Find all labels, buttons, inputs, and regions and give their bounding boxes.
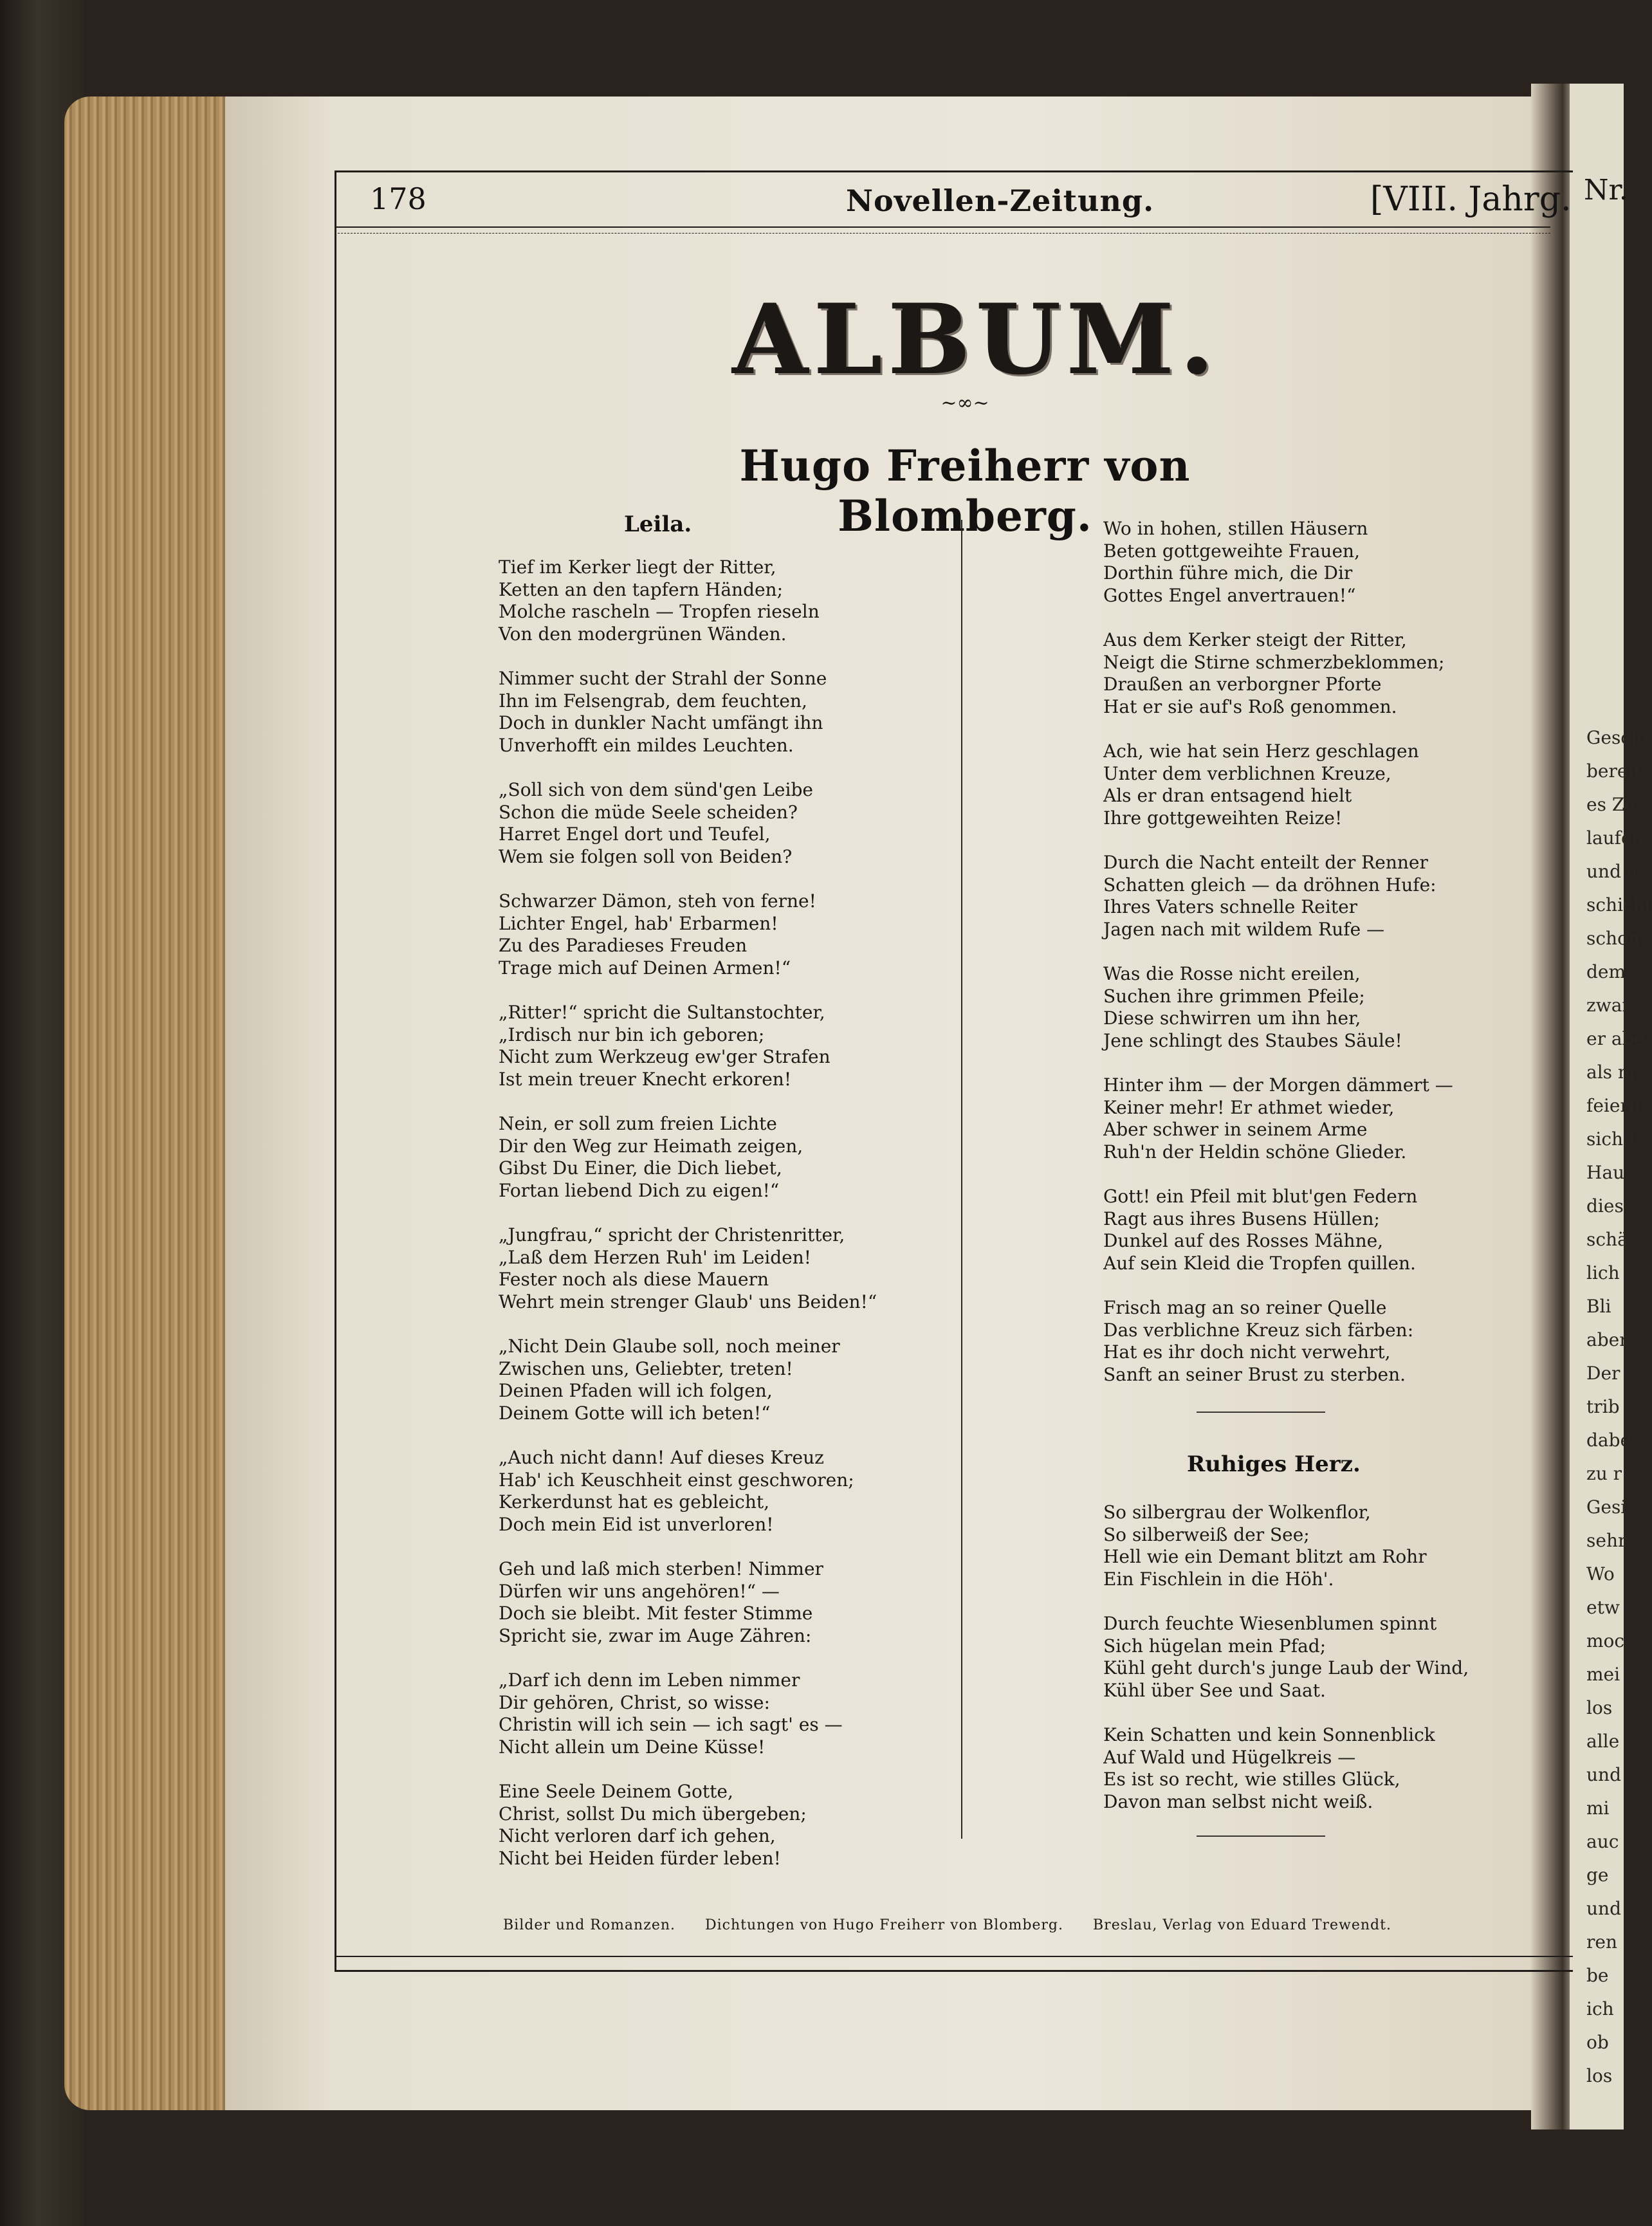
stanza: [499, 1224, 962, 1313]
verse-line: Auf sein Kleid die Tropfen quillen.: [1103, 1252, 1416, 1274]
verse-line: Hell wie ein Demant blitzt am Rohr: [1103, 1546, 1427, 1567]
verse-line: Deinem Gotte will ich beten!“: [499, 1402, 771, 1424]
verse-line: Schwarzer Dämon, steh von ferne!: [499, 890, 816, 912]
verse-line: Lichter Engel, hab' Erbarmen!: [499, 912, 778, 934]
next-page-fragment: Hau: [1586, 1162, 1625, 1183]
verse-line: Sich hügelan mein Pfad;: [1103, 1635, 1326, 1657]
verse-line: Durch feuchte Wiesenblumen spinnt: [1103, 1613, 1437, 1634]
next-page-fragment: Bli: [1586, 1296, 1611, 1317]
verse-line: „Soll sich von dem sünd'gen Leibe: [499, 779, 813, 800]
verse-line: Gott! ein Pfeil mit blut'gen Federn: [1103, 1186, 1418, 1207]
stanza: [499, 556, 962, 645]
verse-line: Doch mein Eid ist unverloren!: [499, 1513, 774, 1535]
page-edges: [64, 97, 232, 2110]
verse-line: Nicht allein um Deine Küsse!: [499, 1736, 766, 1758]
next-page-fragment: trib: [1586, 1396, 1620, 1417]
verse-line: „Nicht Dein Glaube soll, noch meiner: [499, 1336, 840, 1357]
next-page-fragment: mi: [1586, 1798, 1610, 1819]
verse-line: Molche rascheln — Tropfen rieseln: [499, 601, 820, 622]
author-heading: Hugo Freiherr von Blomberg.: [739, 441, 1191, 541]
verse-line: „Jungfrau,“ spricht der Christenritter,: [499, 1224, 845, 1246]
stanza: [499, 890, 962, 979]
footer-publisher: Breslau, Verlag von Eduard Trewendt.: [1093, 1917, 1391, 1933]
stanza: [1103, 963, 1515, 1052]
verse-line: Dir den Weg zur Heimath zeigen,: [499, 1135, 803, 1157]
album-title: ALBUM.: [733, 283, 1221, 396]
next-page-fragment: sehr: [1586, 1530, 1627, 1551]
verse-line: Doch in dunkler Nacht umfängt ihn: [499, 712, 823, 733]
leila-stanzas-left: [499, 556, 962, 1870]
verse-line: Neigt die Stirne schmerzbeklommen;: [1103, 651, 1445, 673]
verse-line: Dorthin führe mich, die Dir: [1103, 562, 1353, 584]
verse-line: Kühl geht durch's junge Laub der Wind,: [1103, 1657, 1469, 1679]
verse-line: Ist mein treuer Knecht erkoren!: [499, 1068, 792, 1090]
verse-line: Wehrt mein strenger Glaub' uns Beiden!“: [499, 1291, 877, 1312]
stanza: [1103, 1613, 1515, 1702]
verse-line: Hat es ihr doch nicht verwehrt,: [1103, 1341, 1391, 1363]
verse-line: Dunkel auf des Rosses Mähne,: [1103, 1230, 1384, 1251]
next-page-fragment: ge: [1586, 1864, 1609, 1886]
stanza: [1103, 852, 1515, 941]
next-page-fragment: schon: [1586, 928, 1640, 949]
verse-line: Das verblichne Kreuz sich färben:: [1103, 1319, 1414, 1341]
verse-line: Ihres Vaters schnelle Reiter: [1103, 896, 1358, 917]
stanza: [499, 1336, 962, 1424]
verse-line: Gottes Engel anvertrauen!“: [1103, 584, 1356, 606]
stanza: [1103, 1724, 1515, 1813]
next-page-fragment: als m: [1586, 1062, 1635, 1083]
next-page-nr: Nr.: [1584, 174, 1628, 207]
verse-line: Fortan liebend Dich zu eigen!“: [499, 1179, 780, 1201]
verse-line: Diese schwirren um ihn her,: [1103, 1007, 1361, 1029]
stanza: [1103, 740, 1515, 829]
stanza: [499, 1670, 962, 1758]
stanza: [499, 1558, 962, 1647]
verse-line: „Laß dem Herzen Ruh' im Leiden!: [499, 1246, 812, 1268]
verse-line: Deinen Pfaden will ich folgen,: [499, 1380, 773, 1401]
verse-line: Von den modergrünen Wänden.: [499, 623, 787, 645]
poem-title-ruhiges-herz: Ruhiges Herz.: [1187, 1451, 1361, 1477]
next-page-fragment: Der: [1586, 1363, 1620, 1384]
verse-line: Aus dem Kerker steigt der Ritter,: [1103, 629, 1407, 650]
stanza: [499, 1447, 962, 1536]
poem-title-leila: Leila.: [624, 511, 692, 537]
verse-line: Zu des Paradieses Freuden: [499, 935, 748, 956]
stanza: [1103, 1074, 1515, 1163]
next-page-fragment: dem: [1586, 961, 1626, 982]
next-page-fragment: alle: [1586, 1731, 1620, 1752]
stanza: [499, 1113, 962, 1202]
next-page-fragment: zu r: [1586, 1463, 1622, 1484]
verse-line: Doch sie bleibt. Mit fester Stimme: [499, 1603, 813, 1624]
verse-line: Christ, sollst Du mich übergeben;: [499, 1803, 807, 1825]
verse-line: Ihre gottgeweihten Reize!: [1103, 807, 1343, 829]
next-page-fragment: auc: [1586, 1831, 1619, 1852]
next-page-fragment: feierli: [1586, 1095, 1640, 1116]
ornament-icon: ~∞~: [941, 392, 989, 414]
verse-line: So silberweiß der See;: [1103, 1523, 1310, 1545]
footer-poet: Dichtungen von Hugo Freiherr von Blomberg.: [705, 1917, 1064, 1933]
verse-line: Kühl über See und Saat.: [1103, 1679, 1326, 1701]
next-page-fragment: zwar: [1586, 995, 1631, 1016]
next-page-fragment: laufen: [1586, 827, 1644, 849]
stanza: [1103, 629, 1515, 718]
next-page-fragment: lich: [1586, 1262, 1620, 1283]
verse-line: Nicht zum Werkzeug ew'ger Strafen: [499, 1046, 831, 1067]
next-page-fragment: ob: [1586, 2032, 1609, 2053]
verse-line: Jene schlingt des Staubes Säule!: [1103, 1029, 1402, 1051]
verse-line: Es ist so recht, wie stilles Glück,: [1103, 1769, 1400, 1790]
next-page-fragment: schicht: [1586, 894, 1652, 915]
next-page-fragment: Gesi: [1586, 1496, 1627, 1518]
next-page-fragment: sich l: [1586, 1128, 1635, 1150]
poem-separator: [1197, 1412, 1325, 1413]
verse-line: „Ritter!“ spricht die Sultanstochter,: [499, 1002, 825, 1023]
verse-line: Zwischen uns, Geliebter, treten!: [499, 1357, 793, 1379]
next-page-fragment: Wo: [1586, 1563, 1615, 1585]
verse-line: Kein Schatten und kein Sonnenblick: [1103, 1724, 1435, 1745]
journal-title: Novellen-Zeitung.: [846, 183, 1155, 218]
left-column: [499, 511, 962, 1892]
next-page-fragment: dies: [1586, 1195, 1624, 1217]
verse-line: Trage mich auf Deinen Armen!“: [499, 957, 791, 979]
verse-line: Suchen ihre grimmen Pfeile;: [1103, 985, 1365, 1007]
next-page-fragment: und a: [1586, 861, 1638, 882]
verse-line: Ruh'n der Heldin schöne Glieder.: [1103, 1141, 1407, 1163]
footer-work: Bilder und Romanzen.: [503, 1917, 675, 1933]
verse-line: Schatten gleich — da dröhnen Hufe:: [1103, 874, 1436, 896]
verse-line: Ach, wie hat sein Herz geschlagen: [1103, 740, 1419, 762]
next-page-fragment: Geschi: [1586, 727, 1648, 748]
verse-line: So silbergrau der Wolkenflor,: [1103, 1502, 1371, 1523]
next-page-fragment: er abe: [1586, 1028, 1645, 1049]
verse-line: Hinter ihm — der Morgen dämmert —: [1103, 1074, 1453, 1096]
stanza: [1103, 1186, 1515, 1274]
next-page-fragment: moc: [1586, 1630, 1625, 1651]
next-page-fragment: be: [1586, 1965, 1609, 1986]
verse-line: Hab' ich Keuschheit einst geschworen;: [499, 1469, 854, 1491]
next-page-fragment: und: [1586, 1898, 1621, 1919]
verse-line: Als er dran entsagend hielt: [1103, 785, 1352, 806]
stanza: [499, 668, 962, 757]
verse-line: Geh und laß mich sterben! Nimmer: [499, 1558, 823, 1579]
next-page-fragment: etw: [1586, 1597, 1620, 1618]
verse-line: Kerkerdunst hat es gebleicht,: [499, 1491, 770, 1513]
end-separator: [1197, 1835, 1325, 1837]
verse-line: „Darf ich denn im Leben nimmer: [499, 1670, 800, 1691]
verse-line: Nicht bei Heiden fürder leben!: [499, 1847, 781, 1869]
verse-line: „Auch nicht dann! Auf dieses Kreuz: [499, 1447, 824, 1468]
verse-line: Sanft an seiner Brust zu sterben.: [1103, 1363, 1406, 1385]
verse-line: Durch die Nacht enteilt der Renner: [1103, 852, 1428, 873]
stanza: [1103, 518, 1515, 607]
verse-line: Nimmer sucht der Strahl der Sonne: [499, 668, 827, 689]
stanza: [499, 1002, 962, 1090]
verse-line: Nicht verloren darf ich gehen,: [499, 1825, 776, 1846]
ruhiges-herz-stanzas: [1103, 1502, 1515, 1813]
volume-label: [VIII. Jahrg.: [1370, 180, 1572, 219]
next-page-fragment: los: [1586, 1697, 1613, 1718]
verse-line: Dürfen wir uns angehören!“ —: [499, 1580, 780, 1602]
verse-line: Unter dem verblichnen Kreuze,: [1103, 762, 1391, 784]
next-page-fragment: mei: [1586, 1664, 1620, 1685]
verse-line: Beten gottgeweihte Frauen,: [1103, 540, 1360, 562]
next-page-fragment: schä: [1586, 1229, 1628, 1250]
verse-line: Ragt aus ihres Busens Hüllen;: [1103, 1208, 1380, 1229]
verse-line: Keiner mehr! Er athmet wieder,: [1103, 1096, 1395, 1118]
verse-line: Harret Engel dort und Teufel,: [499, 823, 771, 845]
verse-line: Nein, er soll zum freien Lichte: [499, 1113, 777, 1134]
verse-line: Ein Fischlein in die Höh'.: [1103, 1568, 1334, 1590]
next-page-fragment: es Ze: [1586, 794, 1635, 815]
verse-line: Dir gehören, Christ, so wisse:: [499, 1691, 770, 1713]
next-page-fragment: bereit: [1586, 760, 1641, 782]
verse-line: Was die Rosse nicht ereilen,: [1103, 963, 1361, 984]
footer-citation: [503, 1917, 1442, 1933]
verse-line: Ihn im Felsengrab, dem feuchten,: [499, 690, 807, 712]
verse-line: Aber schwer in seinem Arme: [1103, 1119, 1368, 1140]
footer-rule: [335, 1956, 1573, 1957]
leila-stanzas-right: [1103, 518, 1515, 1386]
next-page-fragment: ren: [1586, 1931, 1617, 1953]
verse-line: Wem sie folgen soll von Beiden?: [499, 845, 793, 867]
verse-line: Frisch mag an so reiner Quelle: [1103, 1297, 1387, 1318]
next-page-strip: [1570, 84, 1652, 2129]
verse-line: Eine Seele Deinem Gotte,: [499, 1781, 733, 1802]
verse-line: Gibst Du Einer, die Dich liebet,: [499, 1157, 782, 1179]
page-number: 178: [370, 181, 427, 216]
verse-line: Fester noch als diese Mauern: [499, 1269, 769, 1290]
verse-line: Auf Wald und Hügelkreis —: [1103, 1746, 1356, 1768]
next-page-fragment: los: [1586, 2065, 1613, 2086]
right-column: [1103, 518, 1515, 1875]
verse-line: Unverhofft ein mildes Leuchten.: [499, 734, 794, 756]
verse-line: Schon die müde Seele scheiden?: [499, 801, 798, 823]
next-page-fragment: und: [1586, 1764, 1621, 1785]
next-page-fragment: dabe: [1586, 1430, 1631, 1451]
verse-line: Jagen nach mit wildem Rufe —: [1103, 918, 1385, 940]
next-page-fragment: aber: [1586, 1329, 1628, 1350]
verse-line: „Irdisch nur bin ich geboren;: [499, 1024, 765, 1045]
next-page-fragment: ich: [1586, 1998, 1614, 2019]
verse-line: Christin will ich sein — ich sagt' es —: [499, 1714, 843, 1735]
verse-line: Draußen an verborgner Pforte: [1103, 674, 1382, 695]
page-header: [370, 174, 1572, 225]
verse-line: Davon man selbst nicht weiß.: [1103, 1790, 1373, 1812]
verse-line: Hat er sie auf's Roß genommen.: [1103, 695, 1397, 717]
stanza: [1103, 1297, 1515, 1386]
verse-line: Ketten an den tapfern Händen;: [499, 578, 784, 600]
verse-line: Spricht sie, zwar im Auge Zähren:: [499, 1624, 812, 1646]
stanza: [499, 779, 962, 868]
stanza: [499, 1781, 962, 1870]
verse-line: Tief im Kerker liegt der Ritter,: [499, 556, 776, 578]
stanza: [1103, 1502, 1515, 1590]
verse-line: Wo in hohen, stillen Häusern: [1103, 518, 1368, 539]
header-rule: [335, 226, 1550, 234]
